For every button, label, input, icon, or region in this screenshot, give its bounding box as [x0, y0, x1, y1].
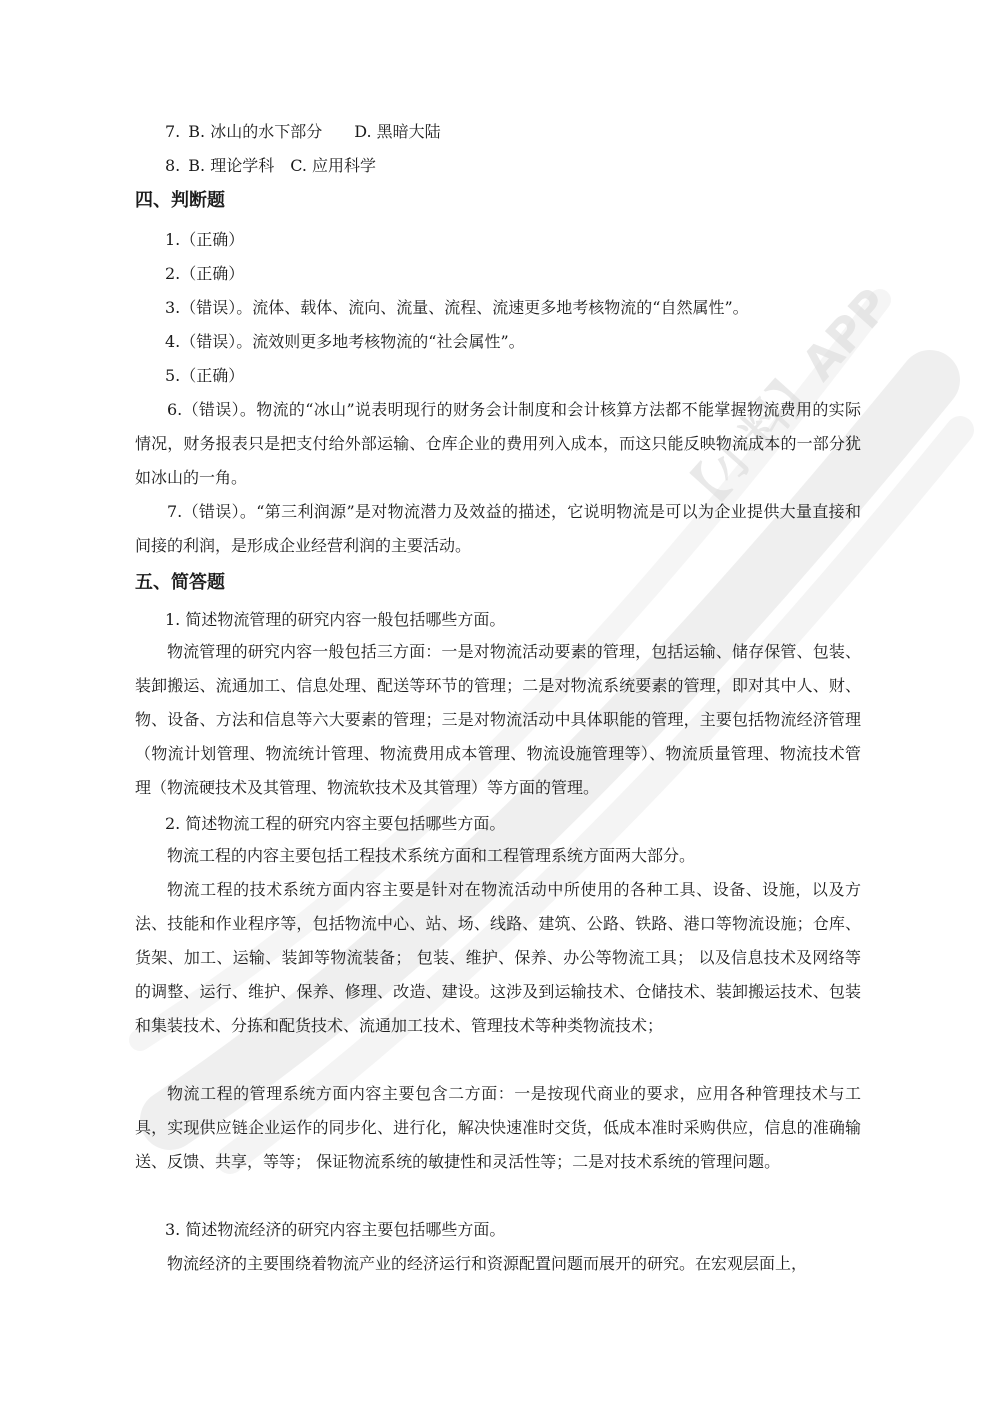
section-heading-true-false: 四、判断题: [135, 190, 225, 211]
answer-2-intro: 物流工程的内容主要包括工程技术系统方面和工程管理系统方面两大部分。: [167, 846, 696, 865]
question-1: 1. 简述物流管理的研究内容一般包括哪些方面。: [165, 610, 506, 629]
tf-answer-3: 3.（错误）。流体、载体、流向、流量、流程、流速更多地考核物流的“自然属性”。: [165, 298, 749, 317]
tf-answer-2: 2.（正确）: [165, 264, 245, 283]
mc-answer-7: 7. B. 冰山的水下部分 D. 黑暗大陆: [165, 122, 441, 141]
section-heading-short-answer: 五、简答题: [135, 572, 225, 593]
answer-3: 物流经济的主要围绕着物流产业的经济运行和资源配置问题而展开的研究。在宏观层面上，: [167, 1254, 808, 1273]
tf-answer-6: 6.（错误）。物流的“冰山”说表明现行的财务会计制度和会计核算方法都不能掌握物流费用的实际情况，财务报表只是把支付给外部运输、仓库企业的费用列入成本，而这只能反映物流成本的一部分犹如冰山的一角。: [135, 400, 861, 487]
answer-1: 物流管理的研究内容一般包括三方面：一是对物流活动要素的管理，包括运输、储存保管、包装、装卸搬运、流通加工、信息处理、配送等环节的管理；二是对物流系统要素的管理，即对其中人、财、物、设备、方法和信息等六大要素的管理；三是对物流活动中具体职能的管理，主要包括物流经济管理（物流计划管理、物流统计管理、物流费用成本管理、物流设施管理等）、物流质量管理、物流技术管理（物流硬技术及其管理、物流软技术及其管理）等方面的管理。: [135, 642, 861, 797]
answer-2-technical: 物流工程的技术系统方面内容主要是针对在物流活动中所使用的各种工具、设备、设施，以及方法、技能和作业程序等，包括物流中心、站、场、线路、建筑、公路、铁路、港口等物流设施；仓库、货架、加工、运输、装卸等物流装备； 包装、维护、保养、办公等物流工具； 以及信息技术及网络等的调整、运行、维护、保养、修理、改造、建设。这涉及到运输技术、仓储技术、装卸搬运技术、包装和集装技术、分拣和配货技术、流通加工技术、管理技术等种类物流技术；: [135, 880, 861, 1035]
tf-answer-5: 5.（正确）: [165, 366, 245, 385]
tf-answer-4: 4.（错误）。流效则更多地考核物流的“社会属性”。: [165, 332, 525, 351]
answer-2-management: 物流工程的管理系统方面内容主要包含二方面：一是按现代商业的要求，应用各种管理技术与工具，实现供应链企业运作的同步化、进行化，解决快速准时交货，低成本准时采购供应，信息的准确输送、反馈、共享，等等； 保证物流系统的敏捷性和灵活性等；二是对技术系统的管理问题。: [135, 1084, 861, 1171]
question-2: 2. 简述物流工程的研究内容主要包括哪些方面。: [165, 814, 506, 833]
tf-answer-7: 7.（错误）。“第三利润源”是对物流潜力及效益的描述，它说明物流是可以为企业提供大量直接和间接的利润，是形成企业经营利润的主要活动。: [135, 502, 861, 555]
question-3: 3. 简述物流经济的研究内容主要包括哪些方面。: [165, 1220, 506, 1239]
tf-answer-1: 1.（正确）: [165, 230, 245, 249]
mc-answer-8: 8. B. 理论学科 C. 应用科学: [165, 156, 377, 175]
watermark-text: 【小料】APP: [668, 277, 901, 528]
